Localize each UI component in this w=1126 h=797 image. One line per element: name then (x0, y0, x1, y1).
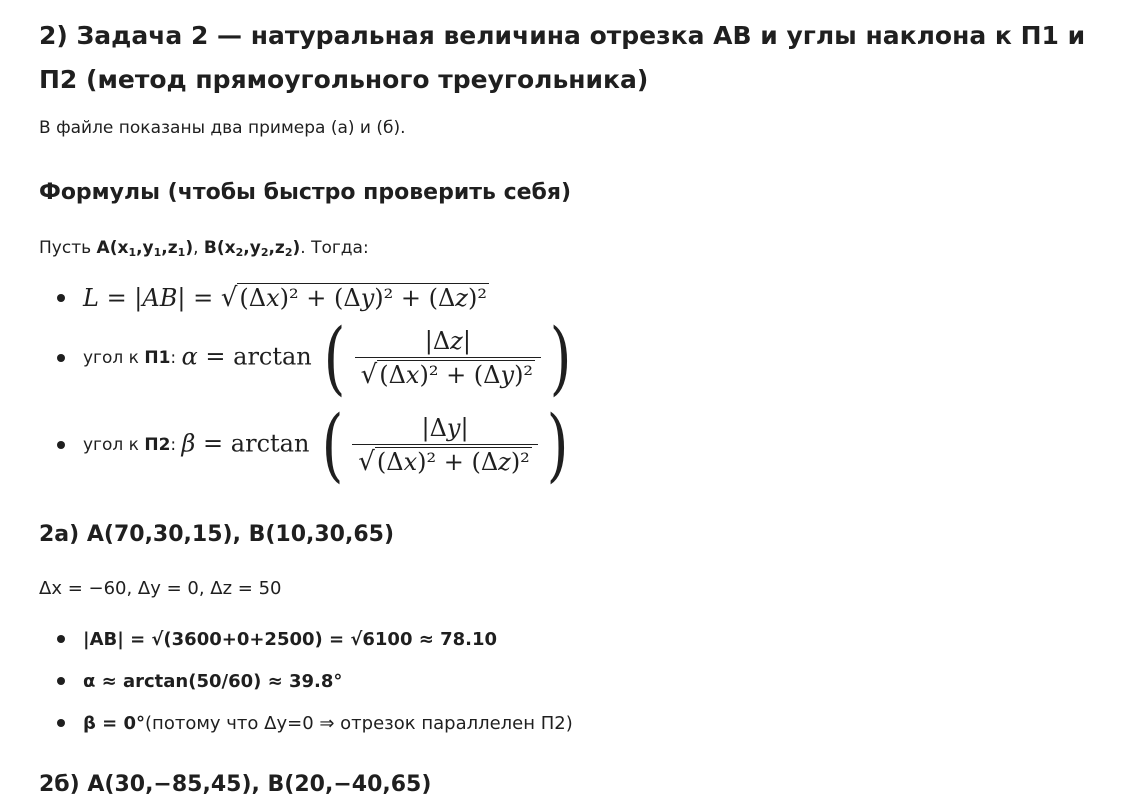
result-beta: β = 0° (потому что Δy=0 ⇒ отрезок параллелен П2) (39, 708, 573, 738)
bullet-icon (57, 677, 65, 685)
example-a-deltas: Δx = −60, Δy = 0, Δz = 50 (39, 578, 282, 599)
bullet-icon (57, 294, 65, 302)
example-b-heading: 2б) A(30,−85,45), B(20,−40,65) (39, 772, 432, 797)
result-alpha: α ≈ arctan(50/60) ≈ 39.8° (39, 666, 342, 696)
formula-alpha: угол к П1: α = arctan ( |Δz| √ (Δx)² + (Δy)² ) (39, 314, 576, 402)
formulas-heading: Формулы (чтобы быстро проверить себя) (39, 180, 572, 205)
point-a: $A(x_1,y_1,z_1)$ (96, 238, 194, 259)
example-a-heading: 2а) A(70,30,15), B(10,30,65) (39, 522, 395, 547)
bullet-icon (57, 354, 65, 362)
bullet-icon (57, 635, 65, 643)
intro-text: В файле показаны два примера (а) и (б). (39, 118, 406, 138)
formula-beta: угол к П2: β = arctan ( |Δy| √ (Δx)² + (Δz)² ) (39, 400, 573, 490)
result-length: |AB| = √(3600+0+2500) = √6100 ≈ 78.10 (39, 624, 497, 654)
bullet-icon (57, 441, 65, 449)
point-b: $B(x_2,y_2,z_2)$ (203, 238, 301, 259)
let-line: Пусть $A(x_1,y_1,z_1)$, $B(x_2,y_2,z_2)$. Тогда: (39, 238, 369, 259)
bullet-icon (57, 719, 65, 727)
formula-length: L = |AB| = √ (Δx)² + (Δy)² + (Δz)² (39, 278, 489, 318)
page-title: 2) Задача 2 — натуральная величина отрезка AB и углы наклона к П1 и П2 (метод прямоугольного треугольника) (39, 21, 1086, 94)
